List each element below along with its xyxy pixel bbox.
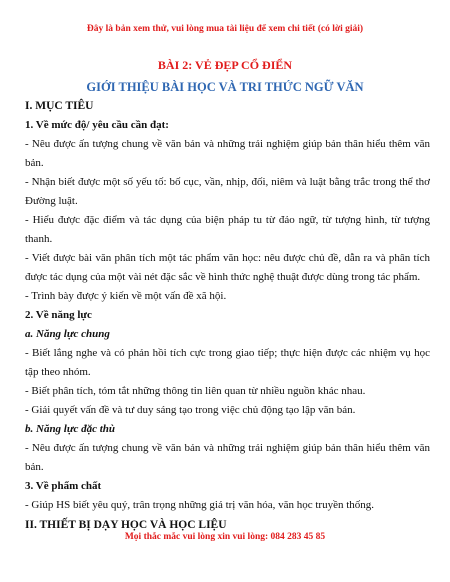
paragraph: - Nêu được ấn tượng chung về văn bản và những trải nghiệm giúp bản thân hiểu thêm văn bản. bbox=[25, 442, 430, 473]
paragraph: - Trình bày được ý kiến về một vấn đề xã hội. bbox=[25, 290, 227, 302]
subsubsection-heading-general: a. Năng lực chung bbox=[25, 328, 110, 340]
subsection-heading-requirements: 1. Về mức độ/ yêu cầu cần đạt: bbox=[25, 119, 169, 131]
preview-notice: Đây là bản xem thử, vui lòng mua tài liệu để xem chi tiết (có lời giải) bbox=[86, 24, 364, 34]
paragraph: - Nêu được ấn tượng chung về văn bản và những trải nghiệm giúp bản thân hiểu thêm văn bản. bbox=[25, 138, 430, 169]
subsubsection-heading-specific: b. Năng lực đặc thù bbox=[25, 423, 116, 435]
section-heading-objectives: I. MỤC TIÊU bbox=[25, 100, 94, 112]
paragraph: - Giúp HS biết yêu quý, trân trọng những giá trị văn hóa, văn học truyền thống. bbox=[25, 499, 375, 511]
paragraph: - Biết phân tích, tóm tắt những thông tin liên quan từ nhiều nguồn khác nhau. bbox=[25, 385, 366, 397]
contact-notice: Mọi thắc mắc vui lòng xin vui lòng: 084 283 45 85 bbox=[124, 532, 326, 542]
paragraph: - Nhận biết được một số yếu tố: bố cục, vần, nhịp, đối, niêm và luật bằng trắc trong thể thơ Đường luật. bbox=[25, 176, 430, 207]
paragraph: - Biết lắng nghe và có phản hồi tích cực trong giao tiếp; thực hiện được các nhiệm vụ học tập theo nhóm. bbox=[25, 347, 430, 378]
paragraph: - Giải quyết vấn đề và tư duy sáng tạo trong việc chủ động tạo lập văn bản. bbox=[25, 404, 356, 416]
section-heading-equipment: II. THIẾT BỊ DẠY HỌC VÀ HỌC LIỆU bbox=[25, 519, 227, 531]
subsection-heading-qualities: 3. Về phẩm chất bbox=[25, 480, 102, 492]
lesson-title: BÀI 2: VẺ ĐẸP CỔ ĐIỂN bbox=[157, 58, 293, 72]
paragraph: - Viết được bài văn phân tích một tác phẩm văn học: nêu được chủ đề, dẫn ra và phân tích được tác dụng của một vài nét đặc sắc về hình thức nghệ thuật được dùng trong tác phẩm. bbox=[25, 252, 430, 283]
subsection-heading-competencies: 2. Về năng lực bbox=[25, 309, 92, 321]
lesson-subtitle: GIỚI THIỆU BÀI HỌC VÀ TRI THỨC NGỮ VĂN bbox=[86, 80, 364, 94]
document-body bbox=[25, 96, 430, 535]
paragraph: - Hiểu được đặc điểm và tác dụng của biện pháp tu từ đảo ngữ, từ tượng hình, từ tượng thanh. bbox=[25, 214, 430, 245]
